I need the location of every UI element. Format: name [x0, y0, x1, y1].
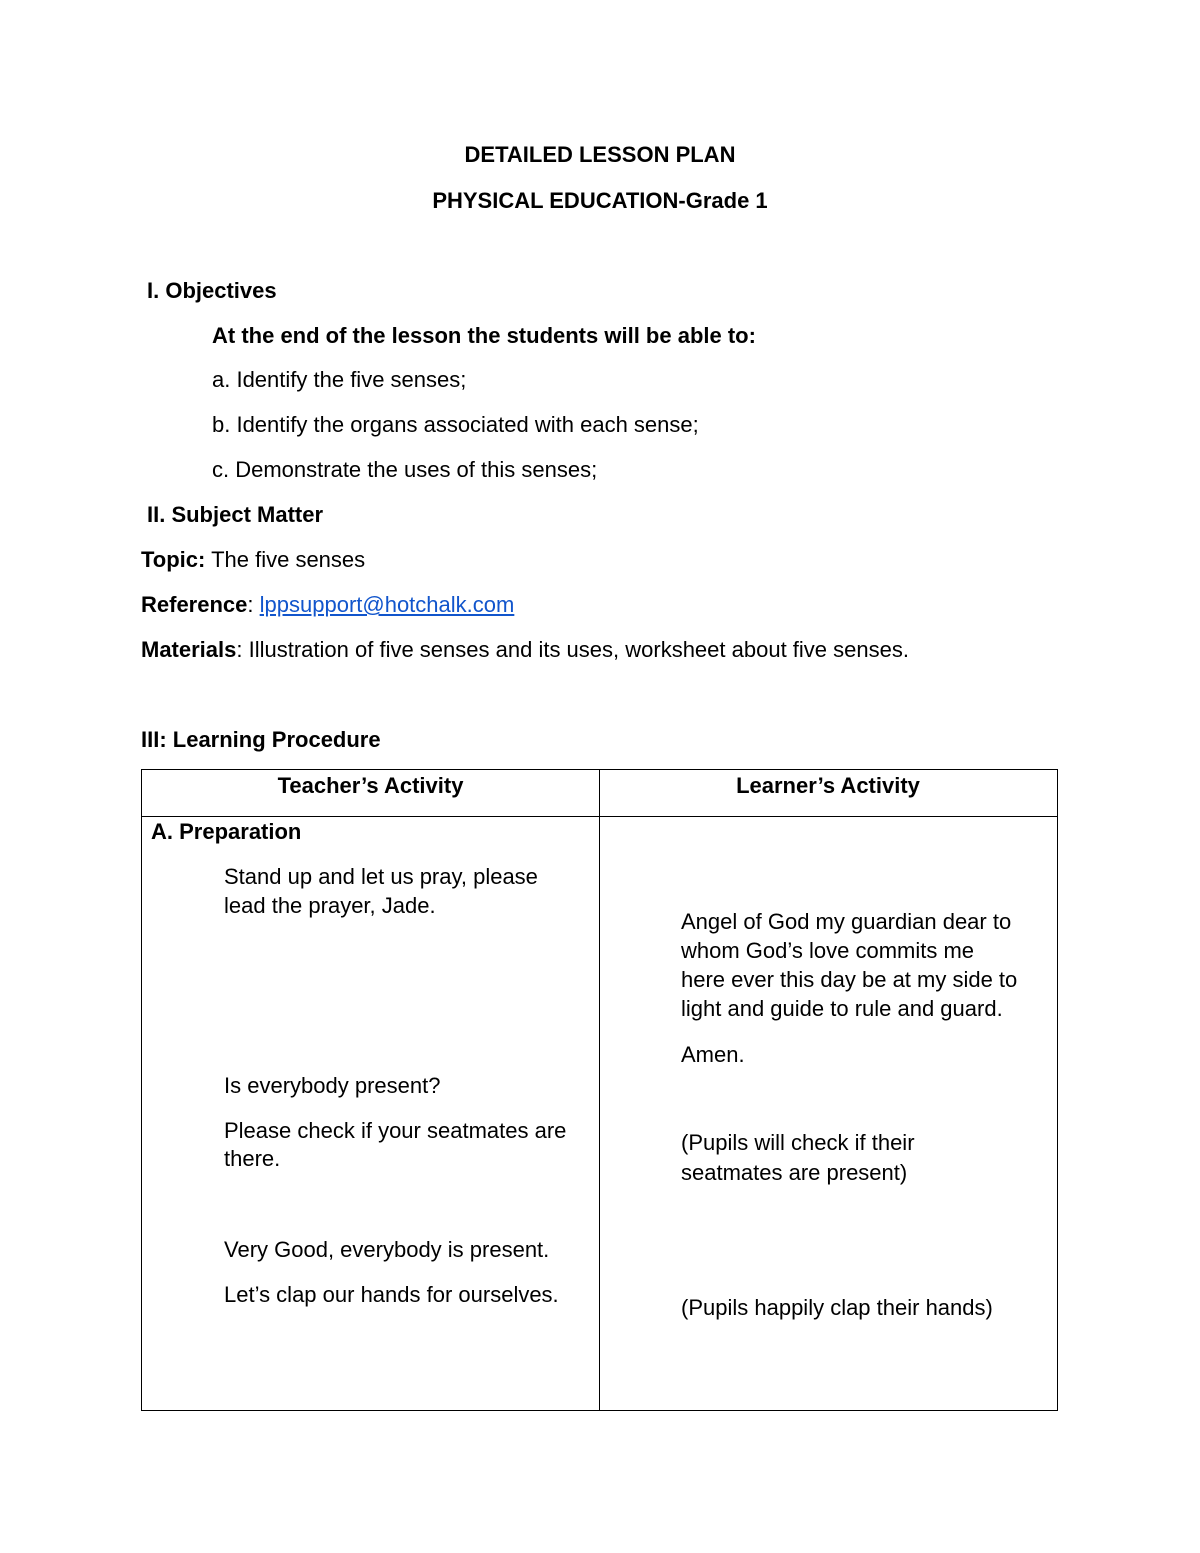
reference-email-link[interactable]: lppsupport@hotchalk.com: [259, 592, 515, 617]
teacher-line: Please check if your seatmates are: [224, 1118, 567, 1143]
reference-line: [141, 591, 514, 619]
table-column-divider: [599, 770, 600, 1410]
topic-line: [141, 546, 365, 574]
topic-label: Topic:: [141, 547, 206, 572]
learner-line: (Pupils happily clap their hands): [681, 1295, 993, 1320]
subject-matter-heading: II. Subject Matter: [147, 502, 324, 527]
procedure-heading: III: Learning Procedure: [141, 727, 381, 752]
learner-line: seatmates are present): [681, 1160, 908, 1185]
materials-line: [141, 636, 909, 664]
learner-line: light and guide to rule and guard.: [681, 996, 1003, 1021]
learner-line: here ever this day be at my side to: [681, 967, 1018, 992]
teacher-line: there.: [224, 1146, 281, 1171]
section-label: A. Preparation: [151, 819, 302, 844]
page-title: DETAILED LESSON PLAN: [464, 142, 736, 167]
learner-line: Angel of God my guardian dear to: [681, 909, 1012, 934]
teacher-line: Is everybody present?: [224, 1073, 441, 1098]
teacher-line: Very Good, everybody is present.: [224, 1237, 550, 1262]
objectives-heading: I. Objectives: [147, 278, 277, 303]
learner-column-header: Learner’s Activity: [736, 773, 920, 798]
materials-label: Materials: [141, 637, 237, 662]
reference-separator: :: [247, 592, 254, 617]
topic-value: The five senses: [211, 547, 366, 572]
learner-line: Amen.: [681, 1042, 745, 1067]
learner-line: (Pupils will check if their: [681, 1130, 915, 1155]
activity-table: [141, 769, 1058, 1411]
teacher-line: Stand up and let us pray, please: [224, 864, 538, 889]
teacher-line: lead the prayer, Jade.: [224, 893, 436, 918]
objective-item: a. Identify the five senses;: [212, 367, 467, 392]
reference-label: Reference: [141, 592, 248, 617]
teacher-column-header: Teacher’s Activity: [277, 773, 464, 798]
objective-item: c. Demonstrate the uses of this senses;: [212, 457, 598, 482]
teacher-line: Let’s clap our hands for ourselves.: [224, 1282, 559, 1307]
page-subtitle: PHYSICAL EDUCATION-Grade 1: [432, 188, 768, 213]
materials-value: : Illustration of five senses and its uses, worksheet about five senses.: [236, 637, 909, 662]
learner-line: whom God’s love commits me: [681, 938, 975, 963]
objectives-intro: At the end of the lesson the students will be able to:: [212, 323, 756, 348]
objective-item: b. Identify the organs associated with each sense;: [212, 412, 699, 437]
